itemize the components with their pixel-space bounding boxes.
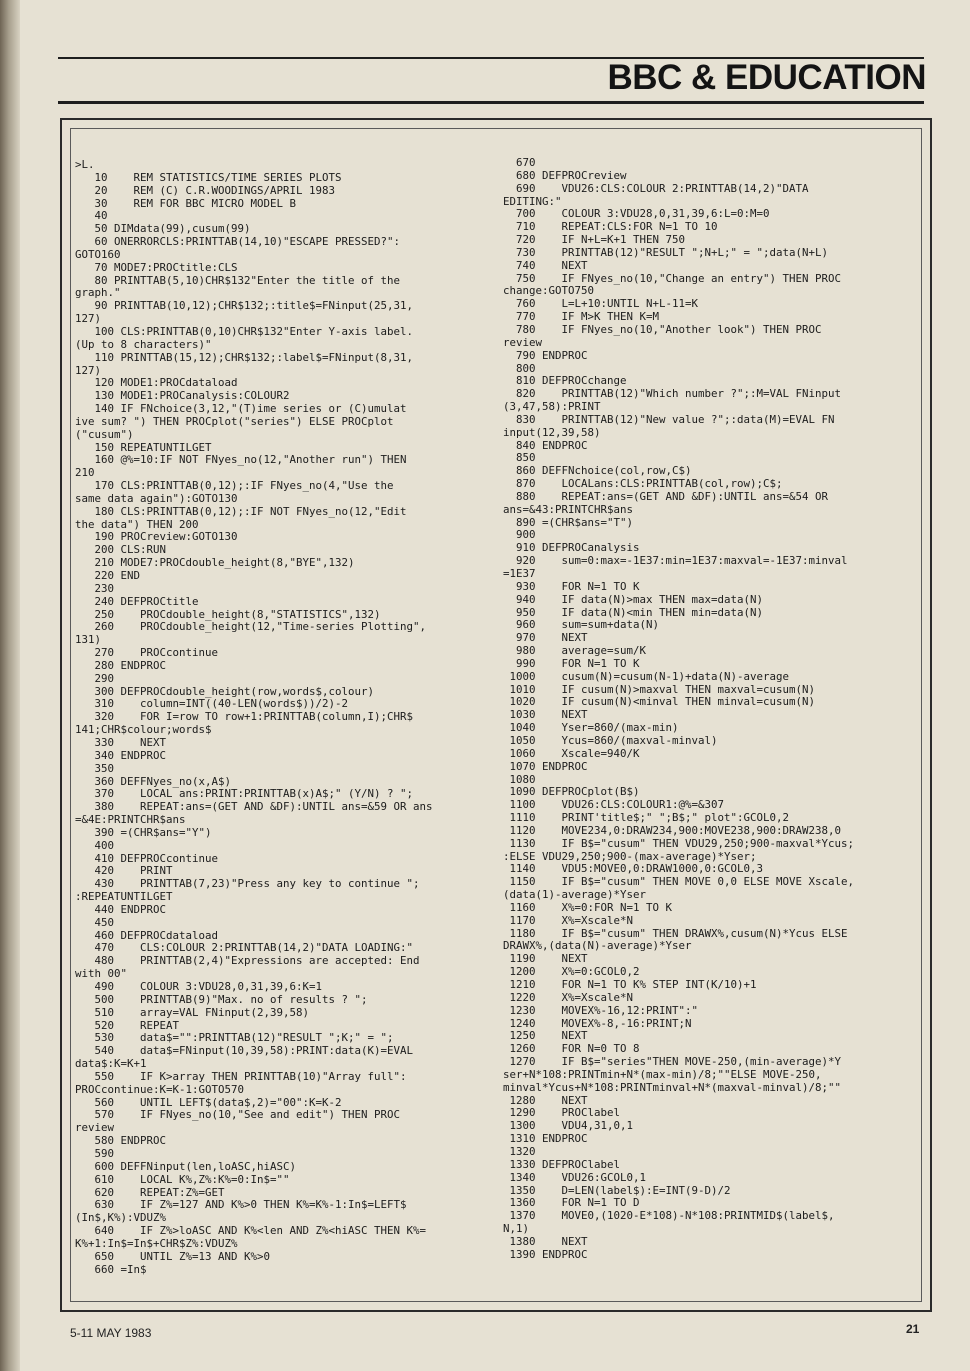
code-line: 850 (503, 451, 536, 465)
code-line: 760 L=L+10:UNTIL N+L-11=K (503, 297, 699, 311)
code-line: 710 REPEAT:CLS:FOR N=1 TO 10 (503, 220, 718, 234)
code-line: 310 column=INT((40-LEN(words$))/2)-2 (75, 697, 349, 711)
code-line: 300 DEFPROCdouble_height(row,words$,colour) (75, 684, 375, 698)
code-line: 1290 PROClabel (503, 1106, 621, 1120)
code-line: 650 UNTIL Z%=13 AND K%>0 (75, 1249, 271, 1263)
code-line: 90 PRINTTAB(10,12);CHR$132;:title$=FNinput(25,31, (75, 299, 414, 313)
code-line: 670 (503, 156, 536, 169)
code-line: 230 (75, 581, 115, 595)
code-line: 270 PROCcontinue (75, 646, 219, 660)
code-line: 370 LOCAL ans:PRINT:PRINTTAB(x)A$;" (Y/N) ? "; (75, 787, 414, 801)
code-line: 1260 FOR N=0 TO 8 (503, 1042, 640, 1056)
code-line: N,1) (503, 1222, 530, 1236)
code-line: 990 FOR N=1 TO K (503, 656, 640, 670)
code-line: (Up to 8 characters)" (75, 337, 212, 351)
code-line: 20 REM (C) C.R.WOODINGS/APRIL 1983 (75, 183, 336, 197)
code-line: 570 IF FNyes_no(10,"See and edit") THEN PROC (75, 1108, 401, 1122)
code-line: 1020 IF cusum(N)<minval THEN minval=cusum(N) (503, 695, 816, 709)
code-line: 170 CLS:PRINTTAB(0,12);:IF FNyes_no(4,"Use the (75, 479, 394, 493)
code-line: 340 ENDPROC (75, 748, 167, 762)
code-line: 470 CLS:COLOUR 2:PRINTTAB(14,2)"DATA LOADING:" (75, 941, 414, 955)
code-line: 770 IF M>K THEN K=M (503, 310, 660, 324)
code-line: 680 DEFPROCreview (503, 168, 627, 182)
code-line: 1120 MOVE234,0:DRAW234,900:MOVE238,900:DRAW238,0 (503, 823, 842, 837)
code-line: 220 END (75, 569, 141, 582)
code-line: 210 MODE7:PROCdouble_height(8,"BYE",132) (75, 556, 355, 570)
code-line: =1E37 (503, 567, 536, 580)
code-line: 740 NEXT (503, 258, 588, 272)
code-line: 1330 DEFPROClabel (503, 1157, 621, 1171)
code-line: 100 CLS:PRINTTAB(0,10)CHR$132"Enter Y-axis label. (75, 324, 414, 338)
code-line: 480 PRINTTAB(2,4)"Expressions are accepted: End (75, 954, 420, 968)
code-line: 580 ENDPROC (75, 1134, 167, 1148)
code-line: ser+N*108:PRINTmin+N*(max-min)/8;""ELSE MOVE-250, (503, 1067, 822, 1081)
code-line: 1350 D=LEN(label$):E=INT(9-D)/2 (503, 1183, 731, 1197)
code-line: PROCcontinue:K=K-1:GOTO570 (75, 1082, 245, 1096)
page-number: 21 (906, 1322, 920, 1336)
code-line: 840 ENDPROC (503, 438, 588, 452)
code-line: 1250 NEXT (503, 1029, 588, 1043)
code-line: 540 data$=FNinput(10,39,58):PRINT:data(K)=EVAL (75, 1044, 414, 1058)
code-line: 1370 MOVE0,(1020-E*108)-N*108:PRINTMID$(label$, (503, 1209, 835, 1223)
code-line: 970 NEXT (503, 631, 588, 645)
code-line: 1210 FOR N=1 TO K% STEP INT(K/10)+1 (503, 978, 757, 991)
code-line: 1000 cusum(N)=cusum(N-1)+data(N)-average (503, 669, 790, 683)
code-line: 1030 NEXT (503, 708, 588, 722)
code-line: 910 DEFPROCanalysis (503, 541, 640, 555)
code-line: 590 (75, 1146, 115, 1160)
code-line: 250 PROCdouble_height(8,"STATISTICS",132) (75, 607, 381, 621)
listing-right-column (503, 157, 923, 1262)
code-line: 870 LOCALans:CLS:PRINTTAB(col,row);C$; (503, 477, 783, 491)
code-line: the data") THEN 200 (75, 517, 199, 531)
code-line: 630 IF Z%=127 AND K%>0 THEN K%=K%-1:In$=LEFT$ (75, 1198, 407, 1212)
code-line: 1140 VDU5:MOVE0,0:DRAW1000,0:GCOL0,3 (503, 862, 764, 876)
code-line: 1270 IF B$="series"THEN MOVE-250,(min-average)*Y (503, 1055, 842, 1069)
code-line: DRAWX%,(data(N)-average)*Yser (503, 939, 692, 953)
code-line: 1360 FOR N=1 TO D (503, 1196, 640, 1210)
code-line: 380 REPEAT:ans=(GET AND &DF):UNTIL ans=&59 OR ans (75, 800, 433, 814)
code-line: 210 (75, 466, 95, 480)
code-line: (data(1)-average)*Yser (503, 888, 647, 902)
code-line: 450 (75, 915, 115, 929)
code-line: K%+1:In$=In$+CHR$Z%:VDUZ% (75, 1236, 238, 1250)
code-line: 950 IF data(N)<min THEN min=data(N) (503, 605, 764, 619)
code-line: 790 ENDPROC (503, 348, 588, 362)
header-rule-bottom (58, 101, 924, 104)
code-line: 510 array=VAL FNinput(2,39,58) (75, 1005, 310, 1019)
code-line: 130 MODE1:PROCanalysis:COLOUR2 (75, 389, 290, 403)
code-line: (3,47,58):PRINT (503, 400, 601, 414)
code-line: 420 PRINT (75, 864, 173, 878)
code-line: 780 IF FNyes_no(10,"Another look") THEN PROC (503, 322, 822, 336)
code-line: 30 REM FOR BBC MICRO MODEL B (75, 196, 297, 210)
code-line: 70 MODE7:PROCtitle:CLS (75, 260, 238, 274)
code-line: 290 (75, 671, 115, 685)
code-line: 1130 IF B$="cusum" THEN VDU29,250;900-maxval*Ycus; (503, 836, 855, 850)
code-line: 940 IF data(N)>max THEN max=data(N) (503, 592, 764, 606)
code-line: 430 PRINTTAB(7,23)"Press any key to continue "; (75, 877, 420, 891)
code-line: 1320 (503, 1144, 536, 1158)
code-line: 1040 Yser=860/(max-min) (503, 721, 679, 735)
code-line: 720 IF N+L=K+1 THEN 750 (503, 233, 686, 247)
code-line: 1070 ENDPROC (503, 759, 588, 773)
code-line: 930 FOR N=1 TO K (503, 579, 640, 593)
code-line: 1340 VDU26:GCOL0,1 (503, 1170, 647, 1184)
code-line: ("cusum") (75, 427, 134, 441)
code-line: 880 REPEAT:ans=(GET AND &DF):UNTIL ans=&54 OR (503, 489, 829, 503)
code-line: :REPEATUNTILGET (75, 890, 173, 904)
code-line: 1090 DEFPROCplot(B$) (503, 785, 640, 799)
code-line: 1160 X%=0:FOR N=1 TO K (503, 900, 673, 914)
code-line: 330 NEXT (75, 735, 167, 749)
code-line: 190 PROCreview:GOTO130 (75, 530, 238, 544)
code-line: 60 ONERRORCLS:PRINTTAB(14,10)"ESCAPE PRESSED?": (75, 235, 401, 249)
code-line: 860 DEFFNchoice(col,row,C$) (503, 464, 692, 478)
code-line: 560 UNTIL LEFT$(data$,2)="00":K=K-2 (75, 1095, 342, 1109)
code-line: 1280 NEXT (503, 1093, 588, 1107)
code-line: 660 =In$ (75, 1262, 147, 1276)
code-line: 131) (75, 633, 102, 647)
code-line: change:GOTO750 (503, 284, 595, 298)
code-line: 520 REPEAT (75, 1018, 180, 1032)
code-line: 550 IF K>array THEN PRINTTAB(10)"Array full": (75, 1069, 407, 1083)
code-line: graph." (75, 286, 121, 300)
code-line: 280 ENDPROC (75, 658, 167, 672)
code-line: 1010 IF cusum(N)>maxval THEN maxval=cusum(N) (503, 682, 816, 696)
code-line: 460 DEFPROCdataload (75, 928, 219, 942)
code-line: (In$,K%):VDUZ% (75, 1211, 167, 1225)
code-line: 160 @%=10:IF NOT FNyes_no(12,"Another run") THEN (75, 453, 407, 467)
section-title: BBC & EDUCATION (607, 58, 926, 97)
code-line: 140 IF FNchoice(3,12,"(T)ime series or (C)umulat (75, 402, 407, 416)
code-line: 920 sum=0:max=-1E37:min=1E37:maxval=-1E37:minval (503, 554, 848, 568)
code-line: 180 CLS:PRINTTAB(0,12);:IF NOT FNyes_no(12,"Edit (75, 504, 407, 518)
code-line: 50 DIMdata(99),cusum(99) (75, 222, 251, 236)
code-line: 700 COLOUR 3:VDU28,0,31,39,6:L=0:M=0 (503, 207, 770, 221)
code-line: 150 REPEATUNTILGET (75, 440, 212, 454)
code-line: 141;CHR$colour;words$ (75, 723, 212, 737)
code-line: 820 PRINTTAB(12)"Which number ?";:M=VAL FNinput (503, 387, 842, 401)
code-line: 260 PROCdouble_height(12,"Time-series Plotting", (75, 620, 427, 634)
code-line: 810 DEFPROCchange (503, 374, 627, 388)
page-spine-shadow (0, 0, 20, 1371)
code-line: 890 =(CHR$ans="T") (503, 515, 634, 529)
code-line: 40 (75, 209, 108, 223)
listing-left-column (75, 159, 495, 1276)
code-line: 530 data$="":PRINTTAB(12)"RESULT ";K;" = "; (75, 1031, 394, 1045)
code-line: 1060 Xscale=940/K (503, 746, 640, 760)
code-line: 10 REM STATISTICS/TIME SERIES PLOTS (75, 170, 342, 184)
code-line: 1240 MOVEX%-8,-16:PRINT;N (503, 1016, 692, 1030)
code-line: input(12,39,58) (503, 425, 601, 439)
code-line: 900 (503, 528, 536, 542)
code-line: ans=&43:PRINTCHR$ans (503, 502, 634, 516)
code-line: 360 DEFFNyes_no(x,A$) (75, 774, 232, 788)
code-line: 1220 X%=Xscale*N (503, 990, 634, 1004)
code-line: =&4E:PRINTCHR$ans (75, 813, 186, 827)
code-line: EDITING:" (503, 194, 562, 208)
code-line: 200 CLS:RUN (75, 543, 167, 557)
code-line: 390 =(CHR$ans="Y") (75, 825, 212, 839)
code-line: 1190 NEXT (503, 952, 588, 966)
code-line: 1380 NEXT (503, 1234, 588, 1248)
code-line: 690 VDU26:CLS:COLOUR 2:PRINTTAB(14,2)"DATA (503, 181, 809, 195)
code-line: minval*Ycus+N*108:PRINTminval+N*(maxval-minval)/8;"" (503, 1080, 842, 1094)
code-line: 1170 X%=Xscale*N (503, 913, 634, 927)
code-line: 440 ENDPROC (75, 902, 167, 916)
code-line: GOTO160 (75, 247, 121, 261)
code-line: 640 IF Z%>loASC AND K%<len AND Z%<hiASC THEN K%= (75, 1224, 427, 1238)
code-line: 1080 (503, 772, 536, 786)
code-line: 620 REPEAT:Z%=GET (75, 1185, 225, 1199)
code-line: 120 MODE1:PROCdataload (75, 376, 238, 390)
code-line: 750 IF FNyes_no(10,"Change an entry") THEN PROC (503, 271, 842, 285)
code-line: 400 (75, 838, 115, 852)
code-line: 800 (503, 361, 536, 375)
code-line: 1300 VDU4,31,0,1 (503, 1119, 634, 1133)
code-line: 350 (75, 761, 115, 775)
code-line: :ELSE VDU29,250;900-(max-average)*Yser; (503, 849, 757, 863)
code-line: 1110 PRINT'title$;" ";B$;" plot":GCOL0,2 (503, 811, 790, 825)
code-line: 980 average=sum/K (503, 644, 647, 658)
code-line: review (75, 1121, 115, 1135)
code-line: 410 DEFPROCcontinue (75, 851, 219, 865)
code-line: 600 DEFFNinput(len,loASC,hiASC) (75, 1159, 297, 1173)
code-line: 1150 IF B$="cusum" THEN MOVE 0,0 ELSE MOVE Xscale, (503, 875, 855, 889)
code-line: >L. (75, 158, 95, 171)
code-line: 1180 IF B$="cusum" THEN DRAWX%,cusum(N)*Ycus ELSE (503, 926, 848, 940)
code-line: with 00" (75, 967, 128, 981)
code-line: 110 PRINTTAB(15,12);CHR$132;:label$=FNinput(8,31, (75, 350, 414, 364)
code-line: 1310 ENDPROC (503, 1132, 588, 1146)
code-line: 1200 X%=0:GCOL0,2 (503, 965, 640, 979)
code-line: 1230 MOVEX%-16,12:PRINT":" (503, 1003, 699, 1017)
code-line: 960 sum=sum+data(N) (503, 618, 660, 632)
code-line: 1050 Ycus=860/(maxval-minval) (503, 733, 718, 747)
code-line: 490 COLOUR 3:VDU28,0,31,39,6:K=1 (75, 980, 323, 993)
code-line: 1100 VDU26:CLS:COLOUR1:@%=&307 (503, 798, 725, 812)
code-line: 240 DEFPROCtitle (75, 594, 199, 608)
code-line: 610 LOCAL K%,Z%:K%=0:In$="" (75, 1172, 290, 1186)
code-line: 127) (75, 363, 102, 377)
code-line: review (503, 335, 543, 349)
code-line: 830 PRINTTAB(12)"New value ?";:data(M)=EVAL FN (503, 412, 835, 426)
issue-date: 5-11 MAY 1983 (70, 1326, 152, 1340)
code-line: 730 PRINTTAB(12)"RESULT ";N+L;" = ";data(N+L) (503, 245, 829, 259)
code-line: ive sum? ") THEN PROCplot("series") ELSE PROCplot (75, 414, 394, 428)
code-line: same data again"):GOTO130 (75, 491, 238, 505)
code-line: 1390 ENDPROC (503, 1247, 588, 1261)
code-line: 127) (75, 312, 102, 326)
code-line: 500 PRINTTAB(9)"Max. no of results ? "; (75, 992, 368, 1006)
code-line: 80 PRINTTAB(5,10)CHR$132"Enter the title of the (75, 273, 401, 287)
code-line: 320 FOR I=row TO row+1:PRINTTAB(column,I);CHR$ (75, 710, 414, 724)
code-line: data$:K=K+1 (75, 1057, 147, 1071)
